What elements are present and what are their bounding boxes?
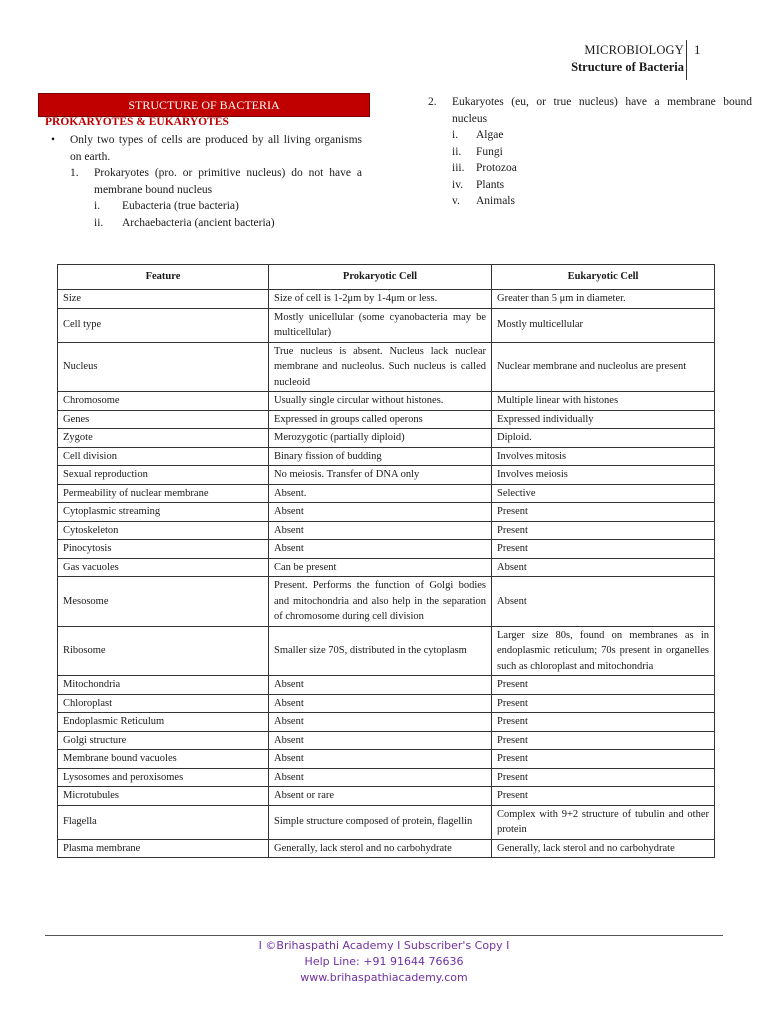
cell-eukaryotic: Expressed individually xyxy=(492,410,715,429)
column-header-prokaryotic: Prokaryotic Cell xyxy=(269,265,492,290)
cell-feature: Flagella xyxy=(58,805,269,839)
footer xyxy=(0,938,768,986)
cell-eukaryotic: Present xyxy=(492,521,715,540)
cell-feature: Chromosome xyxy=(58,392,269,411)
cell-prokaryotic: Binary fission of budding xyxy=(269,447,492,466)
column-header-eukaryotic: Eukaryotic Cell xyxy=(492,265,715,290)
cell-prokaryotic: Absent. xyxy=(269,484,492,503)
sub-item-number: i. xyxy=(94,200,101,212)
sub-item-number: iv. xyxy=(452,178,464,191)
cell-eukaryotic: Present xyxy=(492,731,715,750)
cell-feature: Cytoplasmic streaming xyxy=(58,503,269,522)
intro-bullet xyxy=(36,132,362,165)
table-header-row xyxy=(58,265,715,290)
intro-left-column xyxy=(36,132,362,231)
table-row xyxy=(58,410,715,429)
cell-feature: Mitochondria xyxy=(58,676,269,695)
cell-eukaryotic: Involves mitosis xyxy=(492,447,715,466)
cell-prokaryotic: Present. Performs the function of Golgi bodies and mitochondria and also help in the separation of chromosome during cell division xyxy=(269,577,492,627)
table-row xyxy=(58,540,715,559)
cell-feature: Microtubules xyxy=(58,787,269,806)
cell-feature: Permeability of nuclear membrane xyxy=(58,484,269,503)
table-row xyxy=(58,676,715,695)
table-row xyxy=(58,447,715,466)
sub-item xyxy=(452,144,752,161)
cell-prokaryotic: Simple structure composed of protein, flagellin xyxy=(269,805,492,839)
list-text: Prokaryotes (pro. or primitive nucleus) do not have a membrane bound nucleus xyxy=(94,167,362,196)
cell-eukaryotic: Selective xyxy=(492,484,715,503)
table-row xyxy=(58,805,715,839)
comparison-table xyxy=(57,264,715,858)
table-row xyxy=(58,694,715,713)
cell-eukaryotic: Present xyxy=(492,713,715,732)
list-item-eukaryotes xyxy=(428,94,752,127)
sub-item-text: Protozoa xyxy=(476,162,517,174)
header-divider xyxy=(686,40,687,80)
cell-feature: Size xyxy=(58,290,269,309)
table-row xyxy=(58,466,715,485)
cell-prokaryotic: Usually single circular without histones. xyxy=(269,392,492,411)
sub-item-text: Eubacteria (true bacteria) xyxy=(122,200,239,212)
table-row xyxy=(58,577,715,627)
cell-feature: Chloroplast xyxy=(58,694,269,713)
cell-prokaryotic: Absent xyxy=(269,503,492,522)
cell-eukaryotic: Complex with 9+2 structure of tubulin and other protein xyxy=(492,805,715,839)
cell-eukaryotic: Mostly multicellular xyxy=(492,308,715,342)
table-row xyxy=(58,787,715,806)
cell-eukaryotic: Present xyxy=(492,540,715,559)
cell-feature: Sexual reproduction xyxy=(58,466,269,485)
table-row xyxy=(58,750,715,769)
cell-prokaryotic: Absent xyxy=(269,676,492,695)
cell-eukaryotic: Present xyxy=(492,750,715,769)
list-text: Eukaryotes (eu, or true nucleus) have a membrane bound nucleus xyxy=(452,96,752,125)
sub-item-text: Animals xyxy=(476,195,515,207)
table-row xyxy=(58,768,715,787)
sub-item-number: ii. xyxy=(452,145,462,158)
cell-eukaryotic: Multiple linear with histones xyxy=(492,392,715,411)
cell-eukaryotic: Generally, lack sterol and no carbohydrate xyxy=(492,839,715,858)
cell-prokaryotic: Absent or rare xyxy=(269,787,492,806)
sub-item xyxy=(452,177,752,194)
footer-website: www.brihaspathiacademy.com xyxy=(300,971,468,984)
cell-feature: Cell type xyxy=(58,308,269,342)
page-number: 1 xyxy=(694,42,701,57)
cell-eukaryotic: Present xyxy=(492,768,715,787)
cell-prokaryotic: Absent xyxy=(269,694,492,713)
cell-feature: Zygote xyxy=(58,429,269,448)
cell-prokaryotic: Size of cell is 1-2μm by 1-4μm or less. xyxy=(269,290,492,309)
table-row xyxy=(58,839,715,858)
cell-prokaryotic: Absent xyxy=(269,521,492,540)
footer-divider xyxy=(45,935,723,936)
cell-feature: Mesosome xyxy=(58,577,269,627)
sub-item-number: iii. xyxy=(452,162,465,174)
sub-item-text: Archaebacteria (ancient bacteria) xyxy=(122,216,275,229)
cell-eukaryotic: Absent xyxy=(492,558,715,577)
cell-prokaryotic: Mostly unicellular (some cyanobacteria may be multicellular) xyxy=(269,308,492,342)
sub-item xyxy=(94,198,362,215)
table-row xyxy=(58,731,715,750)
cell-feature: Cytoskeleton xyxy=(58,521,269,540)
cell-eukaryotic: Present xyxy=(492,676,715,695)
sub-item xyxy=(452,127,752,144)
bullet-text: Only two types of cells are produced by all living organisms on earth. xyxy=(70,134,362,163)
table-body xyxy=(58,290,715,858)
cell-feature: Membrane bound vacuoles xyxy=(58,750,269,769)
cell-feature: Plasma membrane xyxy=(58,839,269,858)
cell-eukaryotic: Present xyxy=(492,694,715,713)
sub-item xyxy=(452,160,752,177)
intro-right-column xyxy=(428,94,752,210)
table-row xyxy=(58,503,715,522)
table-row xyxy=(58,558,715,577)
column-header-feature: Feature xyxy=(58,265,269,290)
cell-prokaryotic: Merozygotic (partially diploid) xyxy=(269,429,492,448)
cell-feature: Pinocytosis xyxy=(58,540,269,559)
footer-copyright: I ©Brihaspathi Academy I Subscriber's Copy I xyxy=(258,939,510,952)
table-row xyxy=(58,290,715,309)
cell-eukaryotic: Larger size 80s, found on membranes as in endoplasmic reticulum; 70s present in organelles such as chloroplast and mitochondria xyxy=(492,626,715,676)
cell-prokaryotic: Absent xyxy=(269,768,492,787)
table-row xyxy=(58,342,715,392)
cell-prokaryotic: True nucleus is absent. Nucleus lack nuclear membrane and nucleolus. Such nucleus is called nucleoid xyxy=(269,342,492,392)
cell-feature: Endoplasmic Reticulum xyxy=(58,713,269,732)
cell-feature: Golgi structure xyxy=(58,731,269,750)
list-number: 2. xyxy=(428,96,437,108)
header-subject: MICROBIOLOGY xyxy=(584,43,684,57)
sub-item-text: Plants xyxy=(476,178,505,191)
cell-feature: Nucleus xyxy=(58,342,269,392)
footer-helpline: Help Line: +91 91644 76636 xyxy=(304,955,464,968)
sub-item xyxy=(452,193,752,210)
table-row xyxy=(58,484,715,503)
cell-eukaryotic: Absent xyxy=(492,577,715,627)
cell-eukaryotic: Diploid. xyxy=(492,429,715,448)
header-subtitle: Structure of Bacteria xyxy=(571,60,684,74)
sub-item-text: Fungi xyxy=(476,145,503,158)
cell-prokaryotic: Absent xyxy=(269,750,492,769)
cell-prokaryotic: No meiosis. Transfer of DNA only xyxy=(269,466,492,485)
sub-item xyxy=(94,215,362,232)
cell-feature: Genes xyxy=(58,410,269,429)
cell-prokaryotic: Can be present xyxy=(269,558,492,577)
list-number: 1. xyxy=(70,167,79,179)
cell-eukaryotic: Involves meiosis xyxy=(492,466,715,485)
sub-item-text: Algae xyxy=(476,129,504,141)
cell-prokaryotic: Generally, lack sterol and no carbohydrate xyxy=(269,839,492,858)
cell-eukaryotic: Present xyxy=(492,503,715,522)
sub-item-number: ii. xyxy=(94,216,104,229)
cell-feature: Gas vacuoles xyxy=(58,558,269,577)
cell-eukaryotic: Nuclear membrane and nucleolus are present xyxy=(492,342,715,392)
section-banner: STRUCTURE OF BACTERIA xyxy=(38,93,370,117)
cell-eukaryotic: Present xyxy=(492,787,715,806)
table-row xyxy=(58,626,715,676)
sub-item-number: v. xyxy=(452,195,460,207)
sub-item-number: i. xyxy=(452,129,459,141)
section-subheading: PROKARYOTES & EUKARYOTES xyxy=(45,116,229,128)
list-item-prokaryotes xyxy=(70,165,362,198)
cell-prokaryotic: Absent xyxy=(269,713,492,732)
cell-feature: Cell division xyxy=(58,447,269,466)
table-row xyxy=(58,429,715,448)
cell-prokaryotic: Expressed in groups called operons xyxy=(269,410,492,429)
cell-prokaryotic: Smaller size 70S, distributed in the cytoplasm xyxy=(269,626,492,676)
table-row xyxy=(58,392,715,411)
cell-prokaryotic: Absent xyxy=(269,731,492,750)
table-row xyxy=(58,521,715,540)
cell-eukaryotic: Greater than 5 μm in diameter. xyxy=(492,290,715,309)
table-row xyxy=(58,713,715,732)
cell-prokaryotic: Absent xyxy=(269,540,492,559)
cell-feature: Ribosome xyxy=(58,626,269,676)
running-header xyxy=(571,42,684,76)
bullet-icon: • xyxy=(50,134,56,146)
cell-feature: Lysosomes and peroxisomes xyxy=(58,768,269,787)
table-row xyxy=(58,308,715,342)
